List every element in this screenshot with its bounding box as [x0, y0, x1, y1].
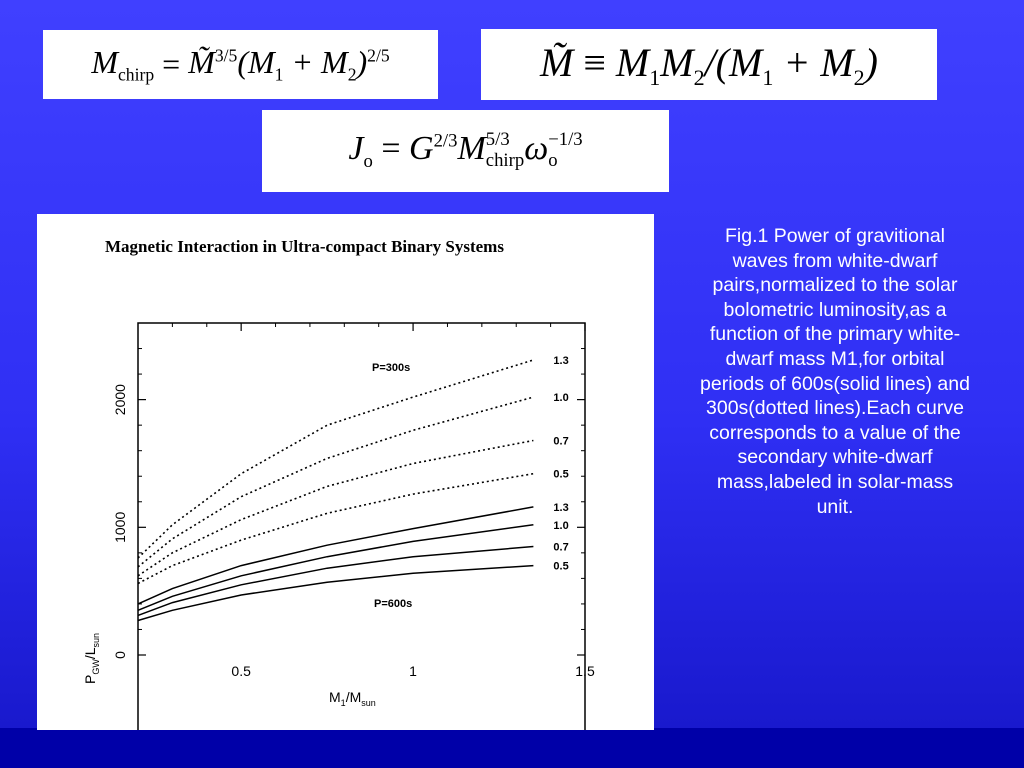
chirp-mass-equation: [43, 30, 438, 99]
angular-momentum-equation: [262, 110, 669, 192]
y-tick-label: 1000: [112, 511, 128, 543]
series-label-600s-0.7: 0.7: [553, 541, 569, 554]
series-line-600s-0.5: [138, 566, 533, 621]
svg-text:M1/Msun: $M_1/M_{sun}$: [329, 689, 376, 708]
eq3-content: $J_o = G^{2/3}M$ 5/3 chirp ω −1/3 o: [348, 129, 583, 172]
series-labels: [553, 355, 568, 573]
eq1-rhs: $M̃^{3/5}(M_1 + M_2)^{2/5}$: [188, 43, 390, 85]
figure-caption: Fig.1 Power of gravitional waves from white-dwarf pairs,normalized to the solar bolometric luminosity,as a function of the primary white-dwarf mass M1,for orbital periods of 600s(solid lines) and 300s(dotted lines).Each curve corresponds to a value of the secondary white-dwarf mass,labeled in solar-mass unit.: [700, 225, 970, 518]
footer-band: [0, 728, 1024, 768]
series-line-300s-1.3: [138, 360, 533, 558]
eq1-equals: =: [162, 46, 181, 82]
x-axis-label: [329, 689, 376, 708]
series-label-600s-0.5: 0.5: [553, 560, 569, 573]
series-label-600s-1.0: 1.0: [553, 519, 569, 532]
series-lines: [138, 360, 533, 621]
reduced-mass-equation: [481, 29, 937, 100]
y-axis-label: [82, 633, 101, 684]
chart-panel: [37, 214, 654, 730]
chart-svg: [37, 214, 654, 730]
svg-text:PGW/Lsun: $P_{GW}/L_{sun}$: [82, 632, 101, 684]
series-label-300s-0.7: 0.7: [553, 435, 569, 448]
annotation-p300: P=300s: [372, 362, 411, 374]
x-tick-label: 1: [409, 663, 417, 679]
annotation-p600: P=600s: [374, 598, 413, 610]
series-label-300s-0.5: 0.5: [553, 468, 569, 481]
y-tick-label: 2000: [112, 384, 128, 416]
chart-title: Magnetic Interaction in Ultra-compact Binary Systems: [105, 237, 504, 256]
eq2-content: M̃ ≡ $M_1M_2/(M_1 + M_2)$: [540, 39, 878, 90]
x-tick-label: 1.5: [575, 663, 595, 679]
series-label-600s-1.3: 1.3: [553, 501, 569, 514]
series-label-300s-1.0: 1.0: [553, 392, 569, 405]
x-tick-label: 0.5: [231, 663, 251, 679]
y-tick-label: 0: [112, 651, 128, 659]
series-label-300s-1.3: 1.3: [553, 355, 569, 368]
eq1-lhs: $M_{chirp}$: [91, 43, 155, 85]
